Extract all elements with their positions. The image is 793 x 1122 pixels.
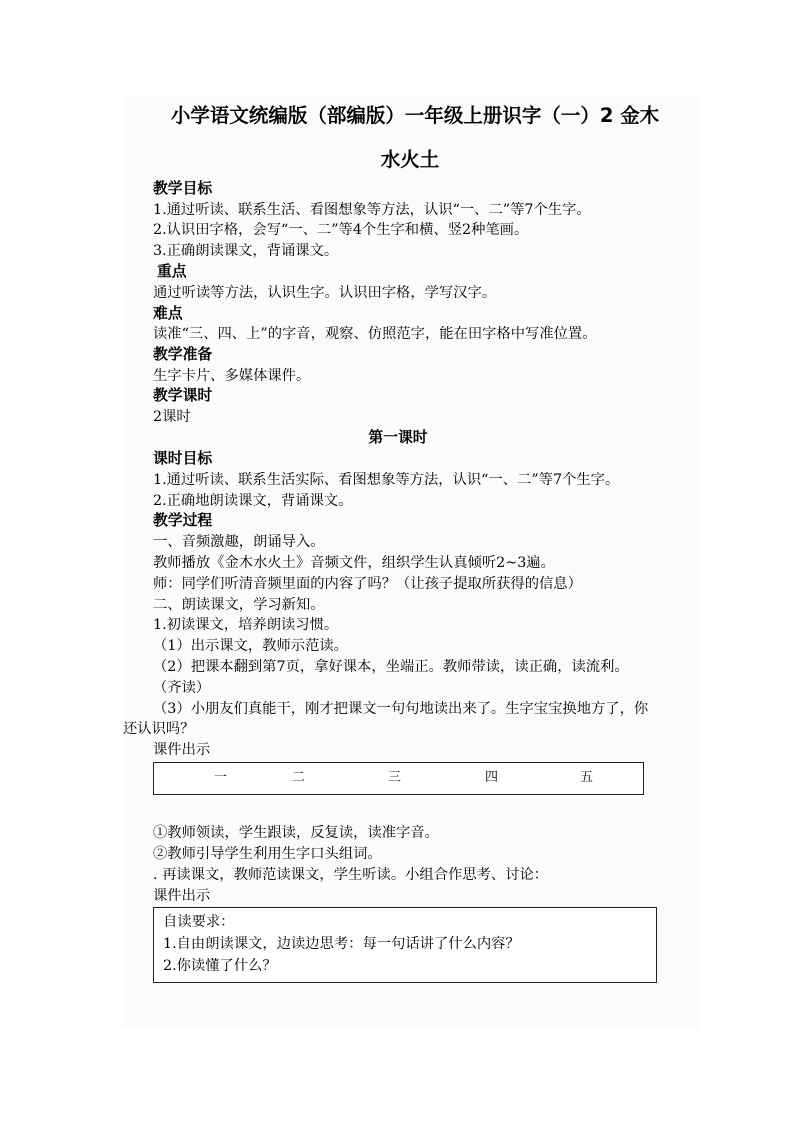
process-heading: 教学过程 [153,512,213,529]
process-step: （3）小朋友们真能干，刚才把课文一句句地读出来了。生字宝宝换地方了，你 [153,701,649,717]
character: 三 [388,770,402,785]
reading-requirement-line: 自读要求： [163,914,235,930]
reading-requirement-line: 1.自由朗读课文，边读边思考：每一句话讲了什么内容？ [163,936,520,952]
lesson1-heading: 第一课时 [368,429,428,446]
character: 二 [292,770,306,785]
objective-item: 3.正确朗读课文，背诵课文。 [153,243,339,259]
preparation-text: 生字卡片、多媒体课件。 [153,368,311,384]
difficulties-text: 读准“三、四、上”的字音，观察、仿照范字，能在田字格中写准位置。 [153,326,597,342]
document-title-line2: 水火土 [380,148,440,171]
reading-requirements-box [153,907,657,983]
character: 一 [214,770,228,785]
process-step: 师：同学们听清音频里面的内容了吗？（让孩子提取所获得的信息） [153,576,582,592]
characters-box [153,762,644,795]
step-text: . 再读课文，教师范读课文，学生听读。小组合作思考、讨论： [153,867,549,883]
objectives-heading: 教学目标 [153,180,213,197]
lesson-goal-item: 2.正确地朗读课文，背诵课文。 [153,493,353,509]
process-step: 1.初读课文，培养朗读习惯。 [153,617,339,633]
process-step: 二、朗读课文，学习新知。 [153,597,325,613]
objective-item: 2.认识田字格，会写“一、二”等4个生字和横、竖2种笔画。 [153,222,529,238]
courseware-label: 课件出示 [153,742,211,758]
hours-heading: 教学课时 [153,387,213,404]
key-points-heading: 重点 [157,263,187,280]
preparation-heading: 教学准备 [153,346,213,363]
process-step: 还认识吗？ [123,721,195,737]
lesson-goals-heading: 课时目标 [153,450,213,467]
key-points-text: 通过听读等方法，认识生字。认识田字格，学写汉字。 [153,285,497,301]
process-step: 一、音频激趣，朗诵导入。 [153,534,325,550]
document-title-line1: 小学语文统编版（部编版）一年级上册识字（一）2 金木 [170,104,660,127]
objective-item: 1.通过听读、联系生活、看图想象等方法，认识“一、二”等7个生字。 [153,202,591,218]
courseware-label: 课件出示 [153,888,211,904]
process-step: （2）把课本翻到第7页，拿好课本，坐端正。教师带读，读正确，读流利。 [153,659,629,675]
difficulties-heading: 难点 [153,305,183,322]
process-step: 教师播放《金木水火土》音频文件，组织学生认真倾听2~3遍。 [153,555,555,571]
step-text: ①教师领读，学生跟读，反复读，读准字音。 [153,825,439,841]
lesson-goal-item: 1.通过听读、联系生活实际、看图想象等方法，认识“一、二”等7个生字。 [153,472,620,488]
character: 五 [580,770,594,785]
reading-requirement-line: 2.你读懂了什么？ [163,958,277,974]
process-step: （1）出示课文，教师示范读。 [153,638,348,654]
process-step: （齐读） [153,680,211,696]
hours-text: 2课时 [153,409,191,425]
step-text: ②教师引导学生利用生字口头组词。 [153,846,382,862]
character: 四 [485,770,499,785]
